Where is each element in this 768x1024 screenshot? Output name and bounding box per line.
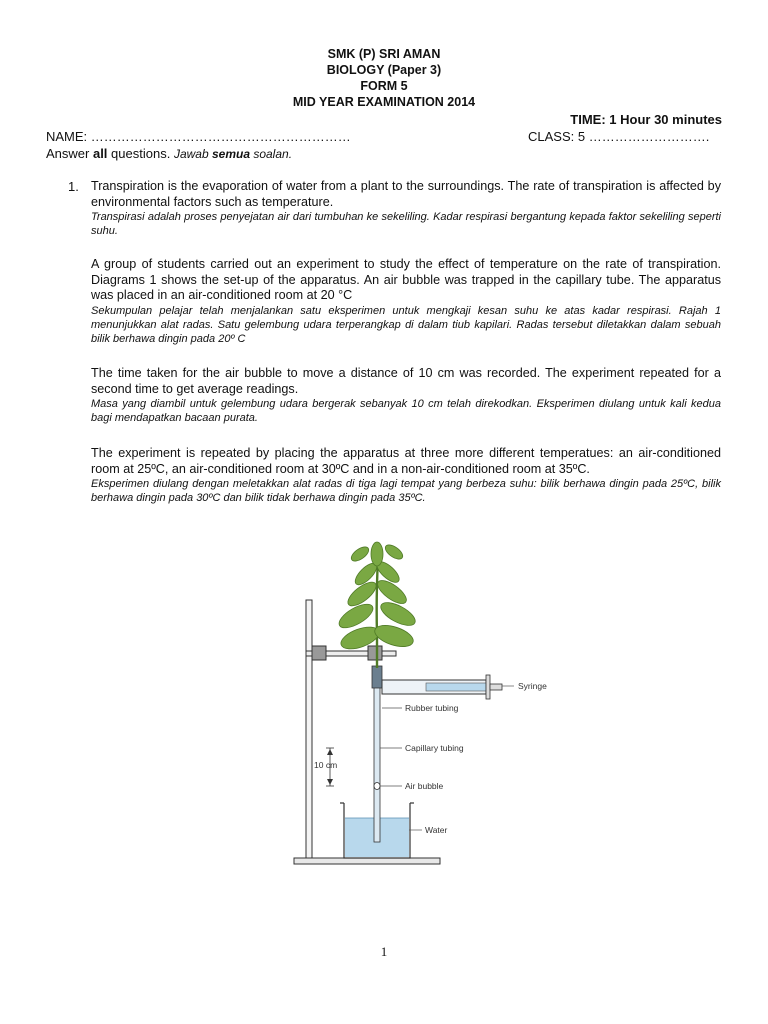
syringe-label: Syringe xyxy=(518,681,547,691)
paragraph-malay: Transpirasi adalah proses penyejatan air dari tumbuhan ke sekeliling. Kadar respirasi bergantung kepada faktor sekeliling seperti suhu. xyxy=(91,211,721,237)
paragraph-english: Transpiration is the evaporation of water from a plant to the surroundings. The rate of transpiration is affected by environmental factors such as temperature. xyxy=(91,179,721,209)
stand-rod xyxy=(306,600,312,858)
name-class-row xyxy=(46,129,722,144)
name-field[interactable]: NAME: …………………………………………………… xyxy=(46,129,351,144)
question-paragraph-4 xyxy=(91,446,721,505)
paragraph-malay: Sekumpulan pelajar telah menjalankan satu eksperimen untuk mengkaji kesan suhu ke atas kadar respirasi. Rajah 1 menunjukkan alat radas. Satu gelembung udara terperangkap di dalam tiub kapilari. Radas tersebut diletakkan dalam sebuah bilik berhawa dingin pada 20º C xyxy=(91,304,721,345)
paragraph-malay: Eksperimen diulang dengan meletakkan alat radas di tiga lagi tempat yang berbeza suhu: bilik berhawa dingin pada 25ºC, bilik berhawa dingin pada 30ºC dan bilik tidak berhawa dingin pada 35ºC. xyxy=(91,478,721,504)
rubber-tubing xyxy=(372,666,382,688)
instruction-ms-emphasis: semua xyxy=(211,147,250,161)
question-paragraph-3 xyxy=(91,366,721,425)
page-number: 1 xyxy=(380,944,388,959)
boss-head xyxy=(312,646,326,660)
subject-title: BIOLOGY (Paper 3) xyxy=(326,63,442,77)
stand-base xyxy=(294,858,440,864)
instruction-emphasis: all xyxy=(92,146,108,161)
instruction-ms: Jawab xyxy=(173,147,212,161)
instruction-ms-end: soalan. xyxy=(250,147,293,161)
water-label: Water xyxy=(425,825,448,835)
capillary-label: Capillary tubing xyxy=(405,743,464,753)
exam-title: MID YEAR EXAMINATION 2014 xyxy=(292,95,476,109)
instructions xyxy=(46,146,292,161)
clamp-head xyxy=(368,646,382,660)
paragraph-english: The time taken for the air bubble to move a distance of 10 cm was recorded. The experiment repeated for a second time to get average readings. xyxy=(91,366,721,396)
form-level: FORM 5 xyxy=(360,79,408,93)
apparatus-svg xyxy=(286,538,576,872)
paragraph-english: A group of students carried out an experiment to study the effect of temperature on the rate of transpiration. Diagrams 1 shows the set-up of the apparatus. An air bubble was trapped in the capillary tube. The apparatus was placed in an air-conditioned room at 20 °C xyxy=(91,257,721,302)
school-name: SMK (P) SRI AMAN xyxy=(327,47,441,61)
paragraph-english: The experiment is repeated by placing the apparatus at three more different temperatues: an air-conditioned room at 25ºC, an air-conditioned room at 30ºC and in a non-air-conditioned room at 35ºC. xyxy=(91,446,721,476)
potometer-diagram xyxy=(286,538,576,872)
rubber-tubing-label: Rubber tubing xyxy=(405,703,459,713)
plant-stem xyxy=(377,558,378,668)
paragraph-malay: Masa yang diambil untuk gelembung udara bergerak sebanyak 10 cm telah direkodkan. Eksperimen diulang untuk kali kedua bagi mendapatkan bacaan purata. xyxy=(91,398,721,424)
class-field[interactable]: CLASS: 5 ………………………. xyxy=(528,129,710,144)
capillary-tube xyxy=(374,678,380,842)
question-paragraph-2 xyxy=(91,257,721,346)
question-number: 1. xyxy=(68,179,79,194)
air-bubble-label: Air bubble xyxy=(405,781,444,791)
exam-header xyxy=(0,46,768,110)
air-bubble xyxy=(374,783,380,790)
instruction-text: Answer xyxy=(46,146,93,161)
exam-time: TIME: 1 Hour 30 minutes xyxy=(570,112,722,127)
question-paragraph-1 xyxy=(91,179,721,238)
instruction-text-end: questions. xyxy=(107,146,174,161)
distance-label: 10 cm xyxy=(314,760,338,770)
